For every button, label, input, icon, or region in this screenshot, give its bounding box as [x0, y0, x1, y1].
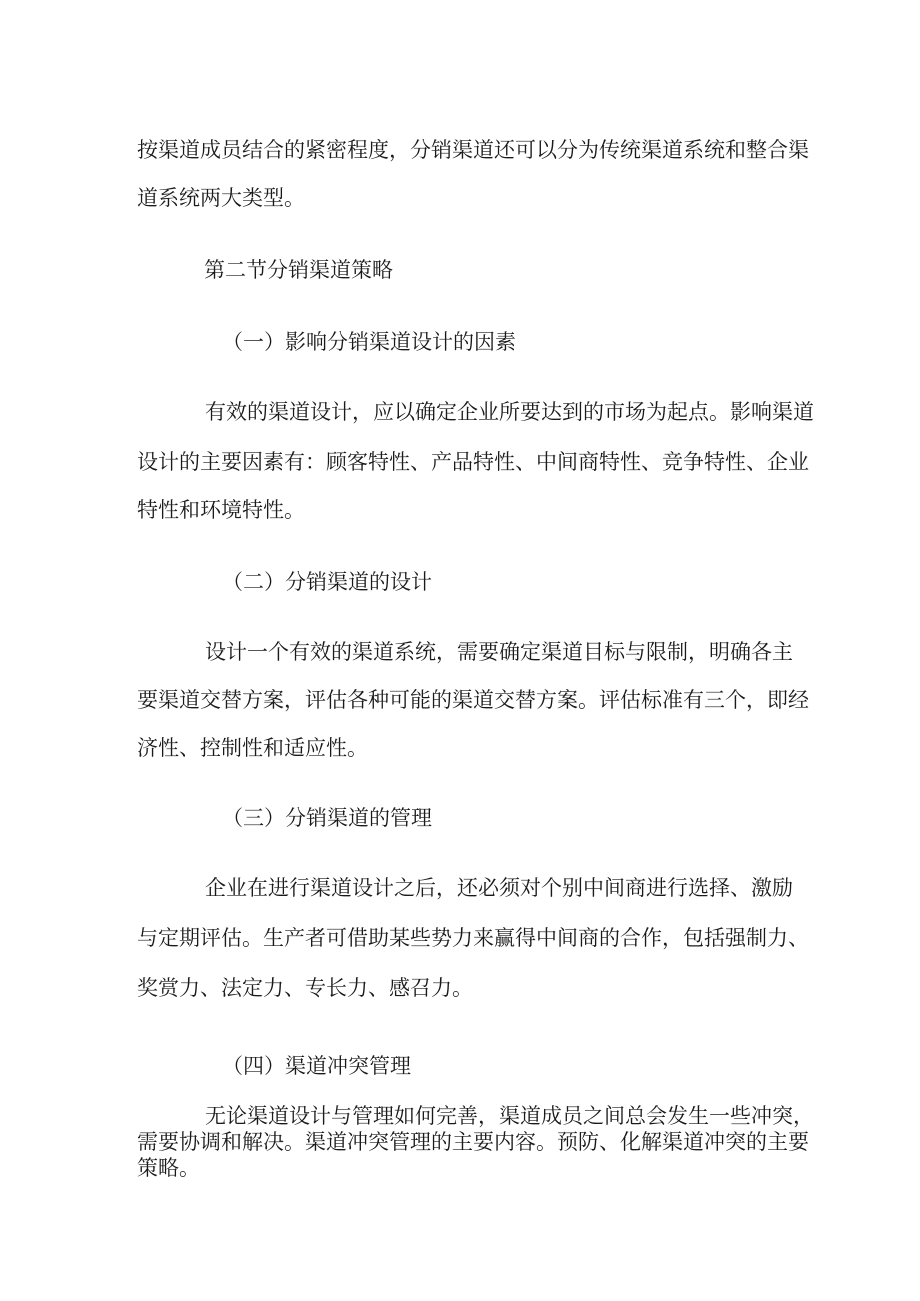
- paragraph-line: 设计一个有效的渠道系统，需要确定渠道目标与限制，明确各主: [205, 640, 793, 664]
- paragraph-line: 按渠道成员结合的紧密程度，分销渠道还可以分为传统渠道系统和整合渠: [137, 138, 809, 162]
- subsection-heading: （二）分销渠道的设计: [222, 570, 432, 594]
- paragraph-line: 策略。: [137, 1156, 200, 1180]
- paragraph-line: 与定期评估。生产者可借助某些势力来赢得中间商的合作，包括强制力、: [137, 926, 809, 950]
- subsection-heading: （四）渠道冲突管理: [222, 1054, 411, 1078]
- paragraph-line: 济性、控制性和适应性。: [137, 736, 368, 760]
- paragraph-line: 道系统两大类型。: [137, 186, 305, 210]
- section-heading: 第二节分销渠道策略: [204, 258, 393, 282]
- paragraph-line: 有效的渠道设计，应以确定企业所要达到的市场为起点。影响渠道: [205, 400, 814, 424]
- subsection-heading: （三）分销渠道的管理: [222, 806, 432, 830]
- paragraph-line: 要渠道交替方案，评估各种可能的渠道交替方案。评估标准有三个，即经: [137, 688, 809, 712]
- paragraph-line: 奖赏力、法定力、专长力、感召力。: [137, 976, 473, 1000]
- paragraph-line: 企业在进行渠道设计之后，还必须对个别中间商进行选择、激励: [205, 876, 793, 900]
- subsection-heading: （一）影响分销渠道设计的因素: [222, 330, 516, 354]
- paragraph-line: 无论渠道设计与管理如何完善，渠道成员之间总会发生一些冲突，: [205, 1104, 814, 1128]
- paragraph-line: 需要协调和解决。渠道冲突管理的主要内容。预防、化解渠道冲突的主要: [137, 1130, 809, 1154]
- paragraph-line: 特性和环境特性。: [137, 498, 305, 522]
- paragraph-line: 设计的主要因素有：顾客特性、产品特性、中间商特性、竞争特性、企业: [137, 450, 809, 474]
